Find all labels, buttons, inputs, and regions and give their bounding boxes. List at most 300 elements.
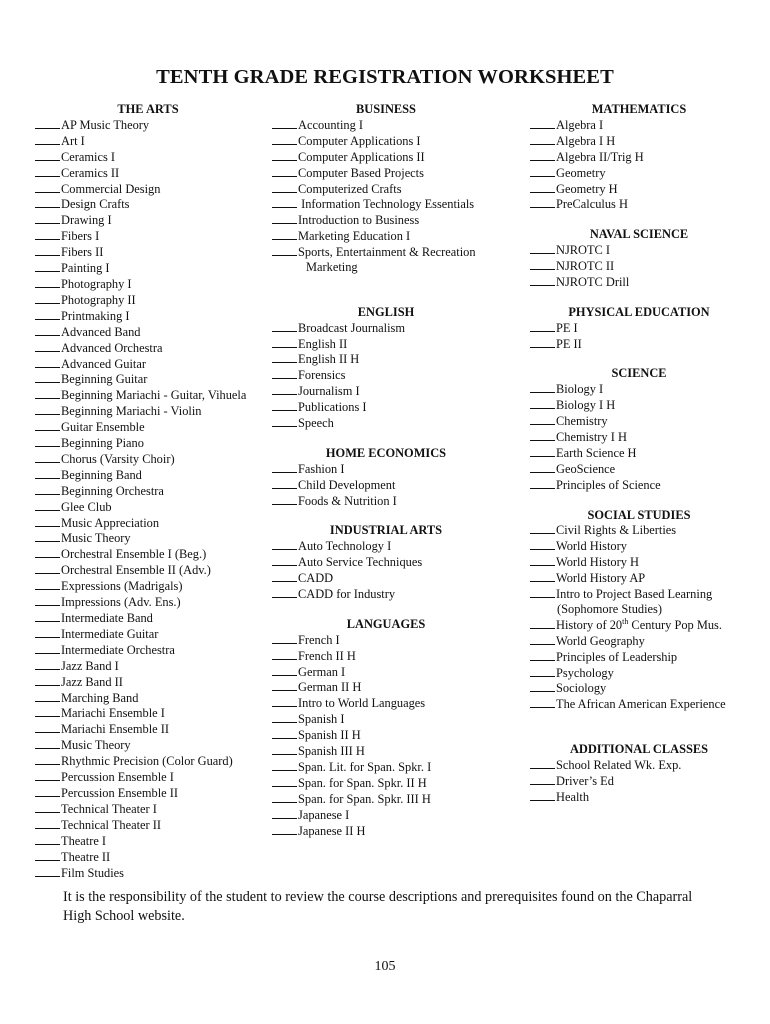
- list-item[interactable]: [35, 674, 270, 690]
- checkbox-blank[interactable]: [530, 538, 555, 550]
- list-item[interactable]: [272, 632, 522, 648]
- checkbox-blank[interactable]: [35, 117, 60, 129]
- checkbox-blank[interactable]: [272, 570, 297, 582]
- list-item[interactable]: [35, 769, 270, 785]
- course-label: Speech: [298, 416, 334, 431]
- checkbox-blank[interactable]: [272, 727, 297, 739]
- list-item[interactable]: [272, 244, 522, 260]
- list-item[interactable]: [35, 356, 270, 372]
- list-item[interactable]: [35, 181, 270, 197]
- checkbox-blank[interactable]: [35, 419, 60, 431]
- list-item[interactable]: [530, 586, 760, 602]
- checkbox-blank[interactable]: [35, 705, 60, 717]
- list-item[interactable]: [272, 165, 522, 181]
- list-item[interactable]: [530, 429, 760, 445]
- course-label: Computer Based Projects: [298, 165, 424, 180]
- checkbox-blank[interactable]: [35, 308, 60, 320]
- section-heading-languages: LANGUAGES: [346, 616, 426, 631]
- list-item[interactable]: [530, 522, 760, 538]
- list-item[interactable]: [530, 477, 760, 493]
- checkbox-blank[interactable]: [35, 562, 60, 574]
- checkbox-blank[interactable]: [35, 387, 60, 399]
- checkbox-blank[interactable]: [35, 753, 60, 765]
- list-item[interactable]: [530, 773, 760, 789]
- checkbox-blank[interactable]: [35, 674, 60, 686]
- checkbox-blank[interactable]: [530, 413, 555, 425]
- checkbox-blank[interactable]: [35, 403, 60, 415]
- list-item[interactable]: [35, 721, 270, 737]
- checkbox-blank[interactable]: [35, 546, 60, 558]
- checkbox-blank[interactable]: [530, 133, 555, 145]
- course-label: CADD: [298, 571, 334, 586]
- course-label: CADD for Industry: [298, 587, 396, 602]
- naval-science-list: [530, 242, 760, 290]
- checkbox-blank[interactable]: [530, 680, 555, 692]
- list-item[interactable]: [272, 570, 522, 586]
- checkbox-blank[interactable]: [530, 258, 555, 270]
- business-continuation: Marketing: [306, 260, 358, 275]
- list-item[interactable]: [35, 865, 270, 881]
- list-item[interactable]: [35, 530, 270, 546]
- course-label: Beginning Mariachi - Guitar, Vihuela: [61, 388, 247, 403]
- course-label: Auto Service Techniques: [298, 555, 423, 570]
- checkbox-blank[interactable]: [530, 586, 555, 598]
- checkbox-blank[interactable]: [35, 690, 60, 702]
- checkbox-blank[interactable]: [272, 775, 297, 787]
- list-item[interactable]: [35, 387, 270, 403]
- list-item[interactable]: [272, 648, 522, 664]
- list-item[interactable]: [35, 276, 270, 292]
- checkbox-blank[interactable]: [35, 196, 60, 208]
- course-label: Psychology: [556, 665, 614, 680]
- course-label: Ceramics I: [61, 149, 116, 164]
- course-label: Computerized Crafts: [298, 181, 402, 196]
- list-item[interactable]: [35, 515, 270, 531]
- list-item[interactable]: [530, 680, 760, 696]
- course-label: Advanced Band: [61, 324, 141, 339]
- checkbox-blank[interactable]: [35, 133, 60, 145]
- checkbox-blank[interactable]: [35, 658, 60, 670]
- course-label: Film Studies: [61, 865, 124, 880]
- checkbox-blank[interactable]: [35, 340, 60, 352]
- list-item[interactable]: [272, 399, 522, 415]
- checkbox-blank[interactable]: [35, 833, 60, 845]
- checkbox-blank[interactable]: [35, 276, 60, 288]
- checkbox-blank[interactable]: [272, 383, 297, 395]
- checkbox-blank[interactable]: [35, 610, 60, 622]
- list-item[interactable]: [272, 727, 522, 743]
- course-label: Marching Band: [61, 690, 139, 705]
- list-item[interactable]: [35, 658, 270, 674]
- list-item[interactable]: [272, 775, 522, 791]
- checkbox-blank[interactable]: [272, 823, 297, 835]
- checkbox-blank[interactable]: [35, 594, 60, 606]
- checkbox-blank[interactable]: [272, 320, 297, 332]
- list-item[interactable]: [530, 461, 760, 477]
- list-item[interactable]: [35, 292, 270, 308]
- checkbox-blank[interactable]: [35, 292, 60, 304]
- checkbox-blank[interactable]: [530, 789, 555, 801]
- list-item[interactable]: [35, 562, 270, 578]
- course-label: Music Appreciation: [61, 515, 160, 530]
- course-label: Sociology: [556, 681, 607, 696]
- course-label: Glee Club: [61, 499, 112, 514]
- course-label: Spanish I: [298, 712, 345, 727]
- checkbox-blank[interactable]: [530, 570, 555, 582]
- course-label: Printmaking I: [61, 308, 130, 323]
- list-item[interactable]: [530, 789, 760, 805]
- list-item[interactable]: [35, 705, 270, 721]
- checkbox-blank[interactable]: [35, 228, 60, 240]
- course-label: Percussion Ensemble II: [61, 785, 178, 800]
- course-label: Beginning Guitar: [61, 372, 148, 387]
- checkbox-blank[interactable]: [530, 665, 555, 677]
- list-item[interactable]: [35, 546, 270, 562]
- list-item[interactable]: [530, 181, 760, 197]
- list-item[interactable]: [35, 642, 270, 658]
- checkbox-blank[interactable]: [35, 530, 60, 542]
- course-label: Painting I: [61, 261, 110, 276]
- checkbox-blank[interactable]: [35, 483, 60, 495]
- section-heading-business: BUSINESS: [356, 102, 416, 116]
- course-label: World History H: [556, 555, 639, 570]
- list-item[interactable]: [35, 228, 270, 244]
- list-item[interactable]: [35, 419, 270, 435]
- checkbox-blank[interactable]: [35, 849, 60, 861]
- checkbox-blank[interactable]: [272, 586, 297, 598]
- list-item[interactable]: [530, 242, 760, 258]
- list-item[interactable]: [530, 149, 760, 165]
- list-item[interactable]: [272, 711, 522, 727]
- checkbox-blank[interactable]: [272, 244, 297, 256]
- checkbox-blank[interactable]: [35, 212, 60, 224]
- checkbox-blank[interactable]: [530, 381, 555, 393]
- course-label: Music Theory: [61, 531, 131, 546]
- list-item[interactable]: [530, 649, 760, 665]
- list-item[interactable]: [272, 212, 522, 228]
- checkbox-blank[interactable]: [272, 165, 297, 177]
- checkbox-blank[interactable]: [272, 554, 297, 566]
- checkbox-blank[interactable]: [35, 244, 60, 256]
- course-label: World History: [556, 539, 627, 554]
- list-item[interactable]: [272, 133, 522, 149]
- section-heading-science: SCIENCE: [611, 366, 667, 381]
- checkbox-blank[interactable]: [35, 165, 60, 177]
- list-item[interactable]: [530, 538, 760, 554]
- list-item[interactable]: [272, 679, 522, 695]
- checkbox-blank[interactable]: [272, 807, 297, 819]
- checkbox-blank[interactable]: [35, 626, 60, 638]
- checkbox-blank[interactable]: [35, 785, 60, 797]
- course-label: NJROTC I: [556, 243, 611, 258]
- list-item[interactable]: [530, 258, 760, 274]
- business-list: [272, 117, 522, 260]
- list-item[interactable]: [35, 435, 270, 451]
- list-item[interactable]: [272, 759, 522, 775]
- checkbox-blank[interactable]: [530, 633, 555, 645]
- list-item[interactable]: [272, 586, 522, 602]
- list-item[interactable]: [530, 696, 760, 712]
- list-item[interactable]: [35, 403, 270, 419]
- checkbox-blank[interactable]: [35, 769, 60, 781]
- course-label: Span. Lit. for Span. Spkr. I: [298, 759, 432, 774]
- list-item[interactable]: [35, 690, 270, 706]
- list-item[interactable]: [35, 753, 270, 769]
- list-item[interactable]: [272, 807, 522, 823]
- checkbox-blank[interactable]: [35, 865, 60, 877]
- list-item[interactable]: [35, 149, 270, 165]
- list-item[interactable]: [35, 196, 270, 212]
- list-item[interactable]: [35, 833, 270, 849]
- checkbox-blank[interactable]: [35, 356, 60, 368]
- list-item[interactable]: [530, 413, 760, 429]
- list-item[interactable]: [530, 320, 760, 336]
- checkbox-blank[interactable]: [272, 493, 297, 505]
- checkbox-blank[interactable]: [530, 461, 555, 473]
- course-label: French II H: [298, 648, 356, 663]
- section-heading-english: ENGLISH: [357, 304, 415, 319]
- list-item[interactable]: [272, 554, 522, 570]
- checkbox-blank[interactable]: [530, 696, 555, 708]
- list-item[interactable]: [530, 336, 760, 352]
- checkbox-blank[interactable]: [35, 451, 60, 463]
- checkbox-blank[interactable]: [530, 181, 555, 193]
- course-label: Principles of Leadership: [556, 649, 678, 664]
- industrial-arts-list: [272, 538, 522, 602]
- checkbox-blank[interactable]: [35, 817, 60, 829]
- course-label: Information Technology Essentials: [298, 197, 475, 212]
- list-item[interactable]: [272, 367, 522, 383]
- course-label: Health: [556, 789, 590, 804]
- section-heading-additional-classes: ADDITIONAL CLASSES: [569, 742, 709, 757]
- course-label: Advanced Orchestra: [61, 340, 163, 355]
- list-item[interactable]: [272, 351, 522, 367]
- course-label: Beginning Band: [61, 467, 142, 482]
- list-item[interactable]: [35, 626, 270, 642]
- checkbox-blank[interactable]: [35, 181, 60, 193]
- section-heading-social-studies: SOCIAL STUDIES: [587, 507, 691, 522]
- list-item[interactable]: [530, 633, 760, 649]
- course-label: Sports, Entertainment & Recreation: [298, 245, 476, 260]
- checkbox-blank[interactable]: [272, 695, 297, 707]
- course-label: Accounting I: [298, 117, 364, 132]
- checkbox-blank[interactable]: [530, 522, 555, 534]
- checkbox-blank[interactable]: [530, 477, 555, 489]
- list-item[interactable]: [530, 397, 760, 413]
- checkbox-blank[interactable]: [272, 367, 297, 379]
- checkbox-blank[interactable]: [272, 743, 297, 755]
- checkbox-blank[interactable]: [272, 632, 297, 644]
- list-item[interactable]: [272, 336, 522, 352]
- list-item[interactable]: [272, 823, 522, 839]
- checkbox-blank[interactable]: [272, 461, 297, 473]
- list-item[interactable]: [530, 665, 760, 681]
- list-item[interactable]: [530, 570, 760, 586]
- course-label: Algebra I: [556, 117, 604, 132]
- course-label: Driver’s Ed: [556, 773, 614, 788]
- list-item[interactable]: [35, 451, 270, 467]
- list-item[interactable]: [35, 737, 270, 753]
- list-item[interactable]: [530, 381, 760, 397]
- course-label: Intermediate Orchestra: [61, 642, 175, 657]
- checkbox-blank[interactable]: [530, 165, 555, 177]
- social-studies-continuation: (Sophomore Studies): [557, 601, 662, 616]
- checkbox-blank[interactable]: [272, 351, 297, 363]
- checkbox-blank[interactable]: [530, 445, 555, 457]
- checkbox-blank[interactable]: [530, 274, 555, 286]
- list-item[interactable]: [35, 117, 270, 133]
- footer-note: It is the responsibility of the student to review the course descriptions and prerequisites found on the Chaparral High School website.: [63, 889, 693, 924]
- list-item[interactable]: [530, 165, 760, 181]
- list-item[interactable]: [35, 817, 270, 833]
- checkbox-blank[interactable]: [272, 679, 297, 691]
- checkbox-blank[interactable]: [530, 320, 555, 332]
- checkbox-blank[interactable]: [35, 435, 60, 447]
- list-item[interactable]: [35, 212, 270, 228]
- list-item[interactable]: [272, 383, 522, 399]
- checkbox-blank[interactable]: [530, 397, 555, 409]
- checkbox-blank[interactable]: [530, 773, 555, 785]
- list-item[interactable]: [530, 117, 760, 133]
- checkbox-blank[interactable]: [272, 399, 297, 411]
- list-item[interactable]: [272, 320, 522, 336]
- list-item[interactable]: [272, 493, 522, 509]
- checkbox-blank[interactable]: [272, 117, 297, 129]
- list-item[interactable]: [35, 340, 270, 356]
- course-label: Earth Science H: [556, 445, 637, 460]
- list-item[interactable]: [35, 308, 270, 324]
- list-item[interactable]: [272, 695, 522, 711]
- list-item[interactable]: [35, 165, 270, 181]
- list-item[interactable]: [272, 117, 522, 133]
- list-item[interactable]: [35, 610, 270, 626]
- list-item[interactable]: History of 20th Century Pop Mus.: [530, 617, 760, 633]
- list-item[interactable]: [272, 181, 522, 197]
- list-item[interactable]: [530, 445, 760, 461]
- list-item[interactable]: [530, 274, 760, 290]
- checkbox-blank[interactable]: [530, 554, 555, 566]
- checkbox-blank[interactable]: [35, 578, 60, 590]
- list-item[interactable]: [35, 324, 270, 340]
- checkbox-blank[interactable]: [35, 515, 60, 527]
- course-label: Theatre I: [61, 833, 107, 848]
- checkbox-blank[interactable]: [272, 196, 297, 208]
- list-item[interactable]: [35, 801, 270, 817]
- checkbox-blank[interactable]: [35, 149, 60, 161]
- checkbox-blank[interactable]: [530, 196, 555, 208]
- checkbox-blank[interactable]: [272, 228, 297, 240]
- checkbox-blank[interactable]: [272, 538, 297, 550]
- course-label: Span. for Span. Spkr. II H: [298, 775, 427, 790]
- list-item[interactable]: [272, 415, 522, 431]
- checkbox-blank[interactable]: [35, 737, 60, 749]
- checkbox-blank[interactable]: [272, 664, 297, 676]
- list-item[interactable]: [272, 538, 522, 554]
- list-item[interactable]: [272, 196, 522, 212]
- course-label: Chorus (Varsity Choir): [61, 451, 175, 466]
- section-heading-mathematics: MATHEMATICS: [591, 102, 687, 116]
- list-item[interactable]: [35, 371, 270, 387]
- checkbox-blank[interactable]: [272, 711, 297, 723]
- list-item[interactable]: [530, 133, 760, 149]
- list-item[interactable]: [35, 594, 270, 610]
- checkbox-blank[interactable]: [35, 499, 60, 511]
- list-item[interactable]: [35, 499, 270, 515]
- checkbox-blank[interactable]: [272, 212, 297, 224]
- course-label: Biology I H: [556, 398, 616, 413]
- course-label: PreCalculus H: [556, 197, 628, 212]
- checkbox-blank[interactable]: [272, 149, 297, 161]
- list-item[interactable]: [35, 578, 270, 594]
- list-item[interactable]: [35, 260, 270, 276]
- checkbox-blank[interactable]: [272, 336, 297, 348]
- checkbox-blank[interactable]: [35, 324, 60, 336]
- social-studies-list-b: [530, 633, 760, 713]
- checkbox-blank[interactable]: [35, 371, 60, 383]
- checkbox-blank[interactable]: [530, 242, 555, 254]
- list-item[interactable]: [530, 196, 760, 212]
- course-label: Percussion Ensemble I: [61, 770, 174, 785]
- checkbox-blank[interactable]: [35, 721, 60, 733]
- course-label: Intermediate Guitar: [61, 626, 159, 641]
- course-label: World Geography: [556, 633, 645, 648]
- section-heading-industrial-arts: INDUSTRIAL ARTS: [329, 523, 443, 538]
- course-label: English II H: [298, 352, 360, 367]
- list-item[interactable]: [272, 791, 522, 807]
- list-item[interactable]: [35, 133, 270, 149]
- list-item[interactable]: [272, 149, 522, 165]
- course-label: Rhythmic Precision (Color Guard): [61, 754, 233, 769]
- course-label: English II: [298, 336, 348, 351]
- additional-list: [530, 757, 760, 805]
- checkbox-blank[interactable]: [272, 759, 297, 771]
- checkbox-blank[interactable]: [35, 467, 60, 479]
- list-item[interactable]: [272, 228, 522, 244]
- checkbox-blank[interactable]: [530, 429, 555, 441]
- list-item[interactable]: [35, 785, 270, 801]
- checkbox-blank[interactable]: [530, 336, 555, 348]
- course-label: AP Music Theory: [61, 117, 150, 132]
- list-item[interactable]: [272, 743, 522, 759]
- list-item[interactable]: [530, 554, 760, 570]
- checkbox-blank[interactable]: [272, 133, 297, 145]
- list-item[interactable]: [35, 244, 270, 260]
- checkbox-blank[interactable]: [272, 791, 297, 803]
- checkbox-blank[interactable]: [530, 757, 555, 769]
- checkbox-blank[interactable]: [530, 617, 555, 629]
- list-item[interactable]: [272, 664, 522, 680]
- list-item[interactable]: [272, 477, 522, 493]
- course-label: Fashion I: [298, 461, 345, 476]
- list-item[interactable]: [272, 461, 522, 477]
- checkbox-blank[interactable]: [272, 415, 297, 427]
- checkbox-blank[interactable]: [272, 477, 297, 489]
- list-item[interactable]: [35, 849, 270, 865]
- checkbox-blank[interactable]: [35, 801, 60, 813]
- checkbox-blank[interactable]: [530, 149, 555, 161]
- course-label: NJROTC II: [556, 259, 615, 274]
- list-item[interactable]: [35, 483, 270, 499]
- list-item[interactable]: [530, 757, 760, 773]
- checkbox-blank[interactable]: [530, 117, 555, 129]
- checkbox-blank[interactable]: [272, 181, 297, 193]
- checkbox-blank[interactable]: [272, 648, 297, 660]
- list-item[interactable]: [35, 467, 270, 483]
- checkbox-blank[interactable]: [35, 260, 60, 272]
- checkbox-blank[interactable]: [530, 649, 555, 661]
- checkbox-blank[interactable]: [35, 642, 60, 654]
- course-label: Photography II: [61, 292, 136, 307]
